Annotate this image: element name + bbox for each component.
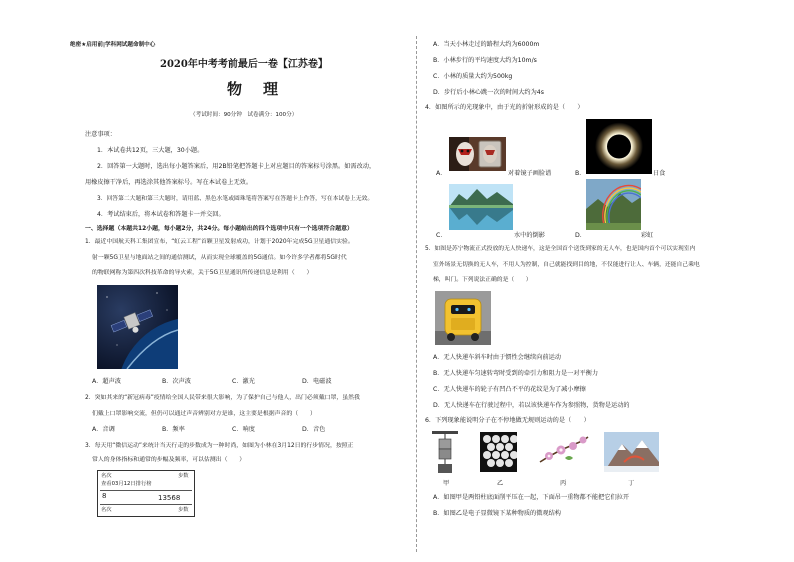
question-1-option-d: D．电磁波 xyxy=(302,378,332,385)
lead-cylinders-figure xyxy=(430,430,460,476)
rainbow-image xyxy=(586,179,641,230)
question-4-text: 4．如图所示的光现象中，由于光的折射形成的是（ ） xyxy=(425,104,584,111)
question-2-text: 们戴上口罩影响交流，但仍可以通过声音辨别对方是谁，这主要是根据声音的（ ） xyxy=(92,411,316,417)
question-4-option-d-label: 彩虹 xyxy=(641,232,654,239)
question-3-option-a: A．当天小林走过的路程大约为6000m xyxy=(433,41,540,48)
question-5-option-b: B．无人快递车匀速转弯时受到的牵引力和阻力是一对平衡力 xyxy=(433,370,599,377)
question-2-option-a: A．音调 xyxy=(92,426,115,433)
question-3-option-d: D．步行后小林心跳一次的时间大约为4s xyxy=(433,89,544,96)
question-1-text: 的物联网称为第四次科技革命的导火索，关于5G卫星通讯所传递信息是利用（ ） xyxy=(92,270,313,276)
section-title: 一、选择题（本题共12小题，每小题2分，共24分。每小题给出的四个选项中只有一个选项符合题意） xyxy=(85,226,353,232)
question-4-option-c-label: 水中的倒影 xyxy=(514,232,545,239)
question-5-text: 5．如图是苏宁物流正式投放的无人快递车，这是全国首个送货到家的无人车，也是国内首个可以实现室内 xyxy=(425,246,696,252)
question-1-option-b: B．次声波 xyxy=(162,378,191,385)
question-5-option-a: A．无人快递车斜车时由于惯性会继续向前运动 xyxy=(433,354,561,361)
question-2-text: 2．突如其来的“新冠病毒”疫情给全国人民带来很大影响，为了保护自己与他人，出门必须戴口罩，虽然我 xyxy=(85,395,360,401)
notes-item: 2．回答第一大题时，选出每小题答案后，用2B铅笔把答题卡上对应题目的答案标号涂黑。如需改动， xyxy=(97,163,376,170)
exam-title: 2020年中考考前最后一卷【江苏卷】 xyxy=(160,59,328,70)
step-card-rank-value: 8 xyxy=(102,492,107,500)
notes-item: 1．本试卷共12页，三大题，30小题。 xyxy=(97,147,204,154)
question-2-option-c: C．响度 xyxy=(232,426,255,433)
notes-item: 3．回答第二大题和第三大题时，请用蓝、黑色水笔或圆珠笔将答案写在答题卡上作答，写在本试卷上无效。 xyxy=(97,196,374,202)
figure-label-bing: 丙 xyxy=(560,480,567,487)
microstructure-figure xyxy=(480,432,517,472)
step-card-leaderboard-link: 查看03月12日排行榜 xyxy=(101,481,152,487)
question-4-option-b-label: 日食 xyxy=(653,170,666,177)
question-4-option-b-prefix: B． xyxy=(575,170,586,177)
question-1-text: 射一颗5G卫星与地面站之间的通信测试，从而实现全球覆盖的5G通信。如今许多学者都将5G时代 xyxy=(92,255,347,261)
face-painting-image xyxy=(449,137,506,171)
notes-title: 注意事项： xyxy=(85,131,116,138)
question-4-option-c-prefix: C． xyxy=(436,232,447,239)
delivery-robot-image xyxy=(435,291,491,345)
question-3-option-c: C．小林的质量大约为500kg xyxy=(433,73,513,80)
question-3-option-b: B．小林步行的平均速度大约为10m/s xyxy=(433,57,537,64)
notes-item: 4．考试结束后，将本试卷和答题卡一并交回。 xyxy=(97,211,225,218)
step-card-steps-label-2: 步数 xyxy=(178,507,189,513)
question-2-option-b: B．频率 xyxy=(162,426,185,433)
question-4-option-a-label: 对着镜子画脸谱 xyxy=(508,170,552,177)
step-card-rank-label-2: 名次 xyxy=(101,507,112,513)
question-3-text: 常人的身体指标和通常的步幅及频率，可以估测出（ ） xyxy=(92,457,246,463)
question-6-text: 6．下列现象能说明分子在不停地做无规则运动的是（ ） xyxy=(425,417,590,424)
lake-reflection-image xyxy=(449,184,513,230)
question-4-option-a-prefix: A． xyxy=(436,170,447,177)
column-divider xyxy=(416,36,417,552)
question-3-text: 3．每天用“微信运动”来统计当天行走的步数成为一种时尚，如图为小林在3月12日的行步情况，按照正 xyxy=(85,443,354,449)
notes-item: 用橡皮擦干净后，再选涂其他答案标号。写在本试卷上无效。 xyxy=(85,179,253,186)
step-card-rank-label: 名次 xyxy=(101,473,112,479)
question-5-text: 梯，叫门。下列说法正确的是（ ） xyxy=(433,277,532,283)
step-card-steps-label: 步数 xyxy=(178,473,189,479)
question-6-option-a: A．如图甲是两铅柱底面削平压在一起，下面吊一重物都不能把它们拉开 xyxy=(433,494,630,501)
flower-figure xyxy=(535,432,590,472)
figure-label-yi: 乙 xyxy=(497,480,504,487)
figure-label-jia: 甲 xyxy=(443,480,450,487)
question-5-option-c: C．无人快递车的轮子有凹凸不平的花纹是为了减小摩擦 xyxy=(433,386,586,393)
question-4-option-d-prefix: D． xyxy=(575,232,586,239)
figure-label-ding: 丁 xyxy=(628,480,635,487)
snow-mountain-figure xyxy=(604,432,659,472)
subject-title: 物 理 xyxy=(227,80,282,98)
step-card-steps-value: 13568 xyxy=(158,494,181,502)
exam-info: （考试时间：90分钟 试卷满分：100分） xyxy=(190,112,298,118)
question-2-option-d: D．音色 xyxy=(302,426,326,433)
satellite-image xyxy=(97,285,178,369)
solar-eclipse-image xyxy=(586,119,652,174)
question-1-text: 1．最近中国航天科工集团宣布，“虹云工程”首颗卫星发射成功，计划于2020年完成5G卫星通信实验。 xyxy=(85,239,354,245)
secret-mark: 绝密★启用前|学科网试题命制中心 xyxy=(70,42,156,48)
question-1-option-c: C．激光 xyxy=(232,378,255,385)
question-6-option-b: B．如图乙是电子显微镜下某种物质的微观结构 xyxy=(433,510,561,517)
question-5-option-d: D．无人快递车在行驶过程中，若以该快递车作为参照物，货物是运动的 xyxy=(433,402,630,409)
wechat-step-card xyxy=(97,470,195,517)
question-1-option-a: A．超声波 xyxy=(92,378,121,385)
question-5-text: 室外场景无切换的无人车，不用人为控制，自己就能找到目的地，不仅能进行让人、车辆，还能自己乘电 xyxy=(433,262,700,268)
